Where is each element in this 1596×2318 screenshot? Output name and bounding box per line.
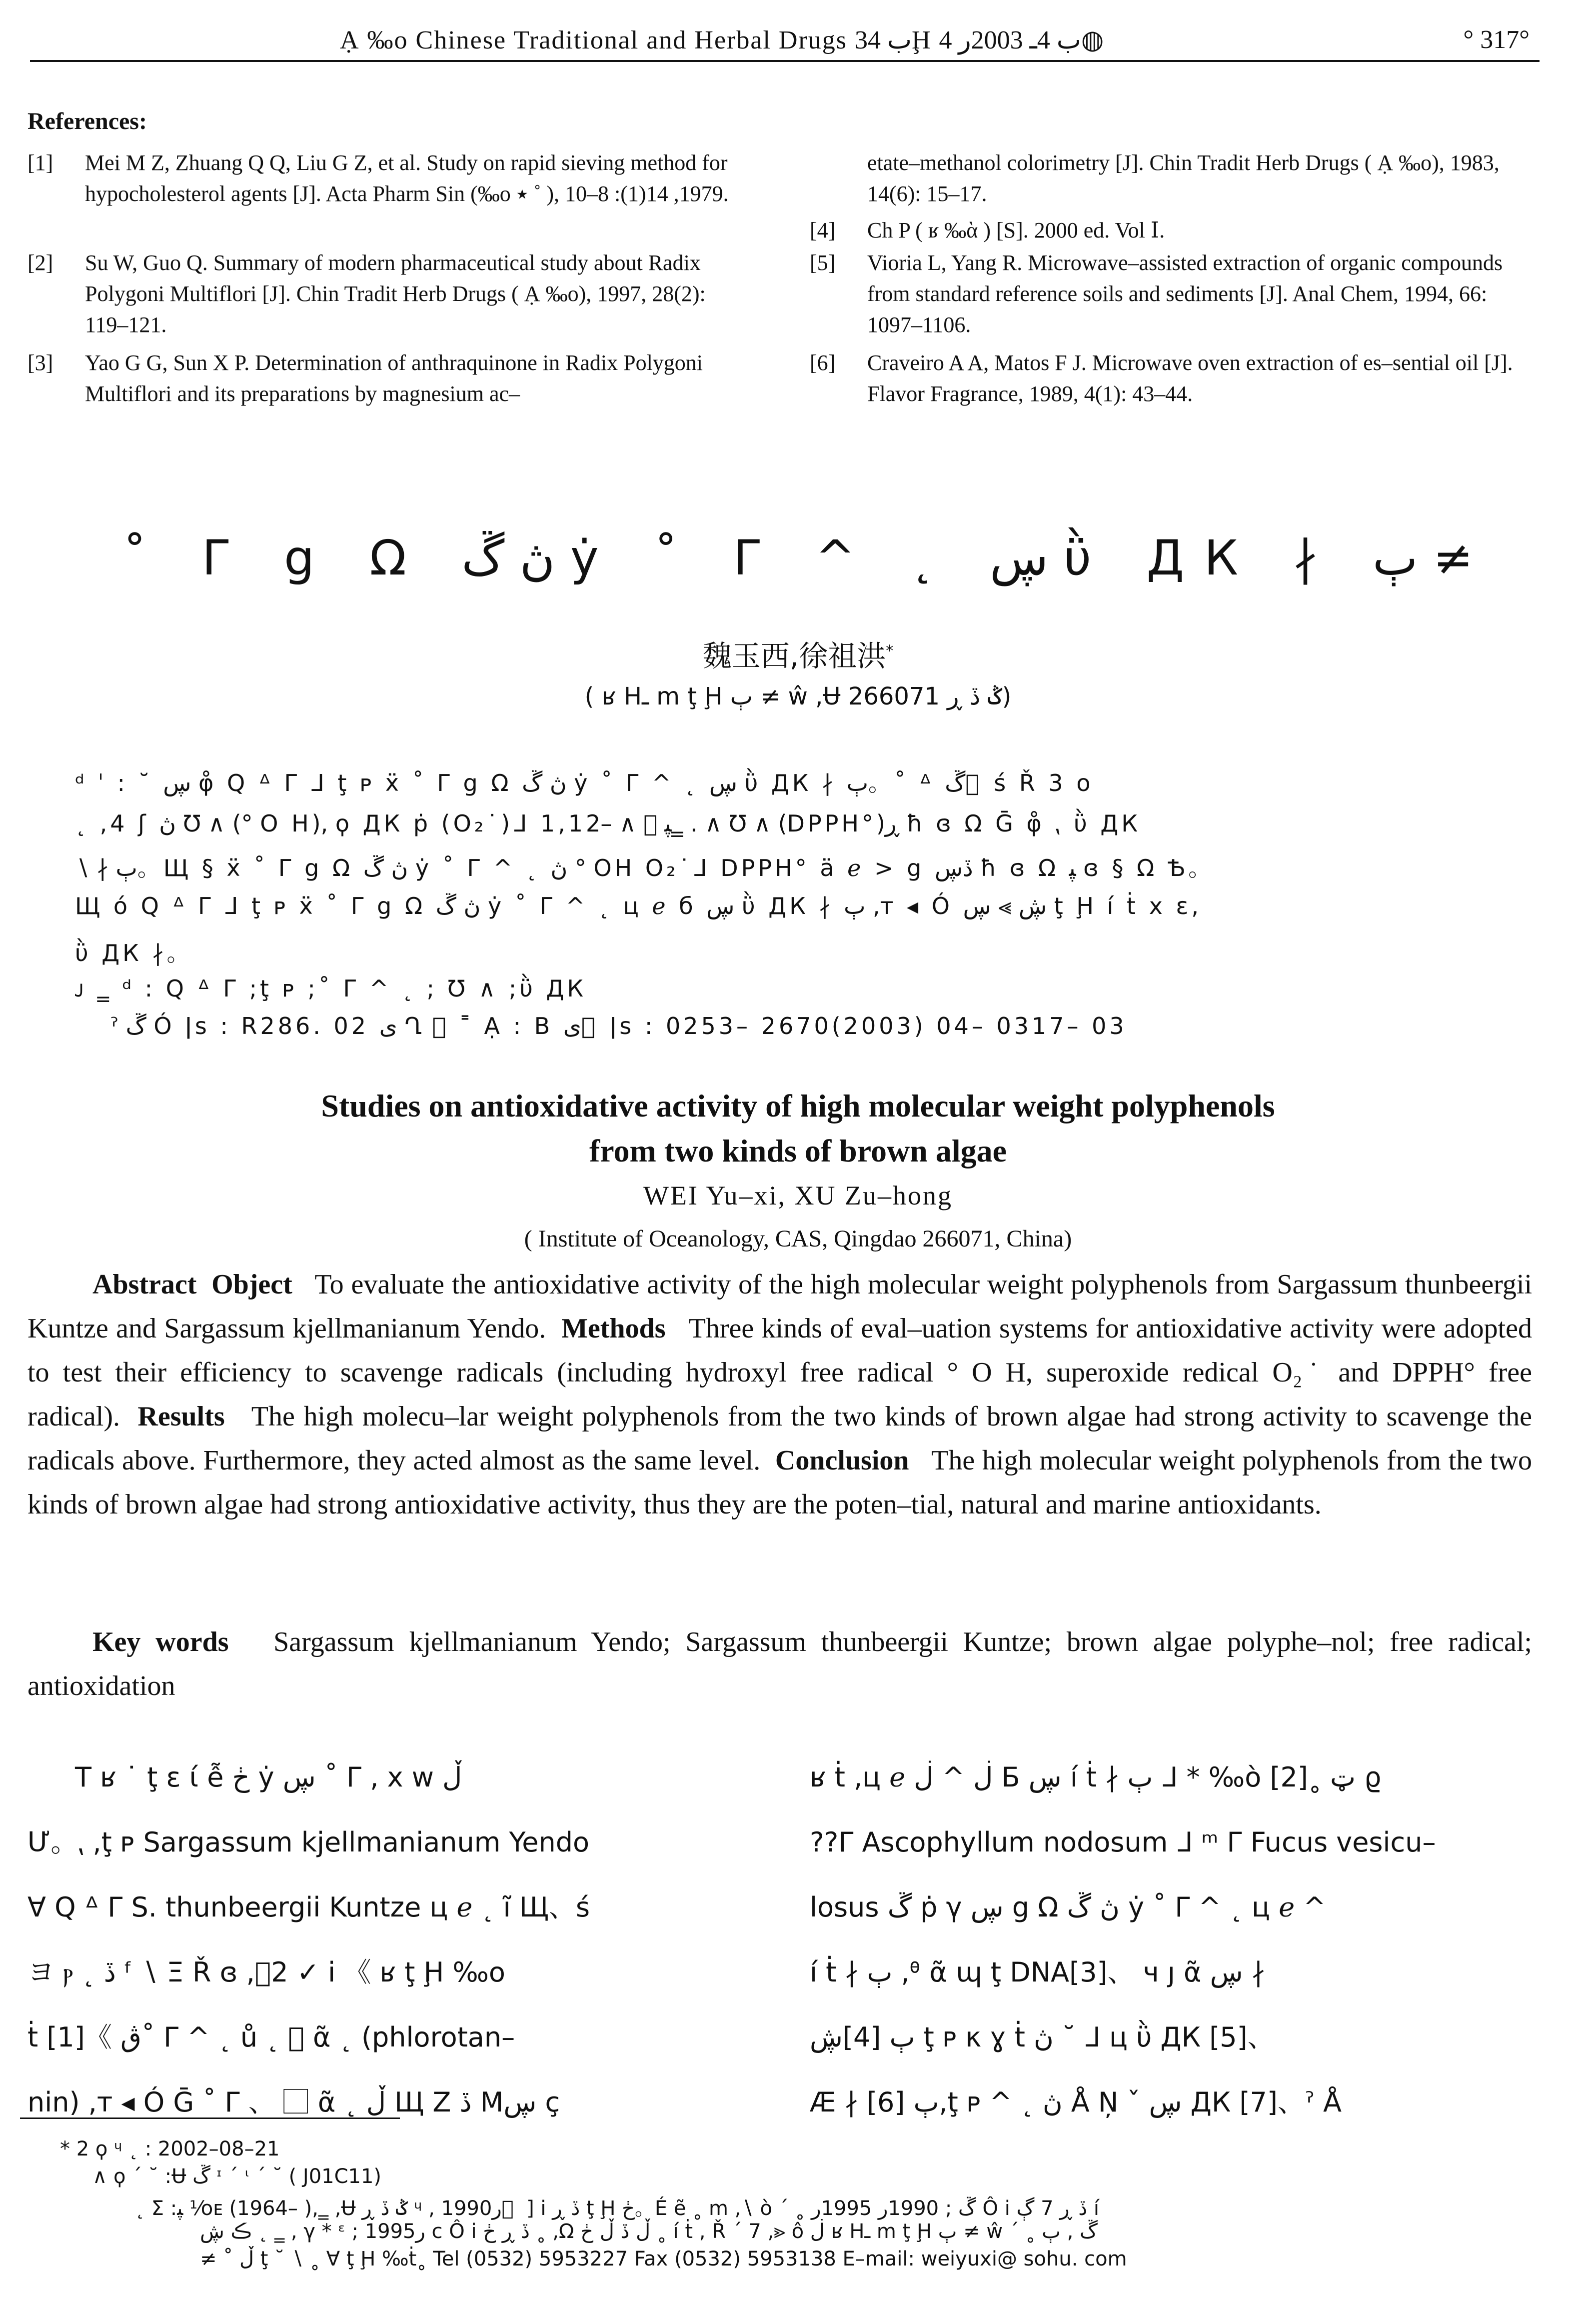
- body-right-line: ??Γ Ascophyllum nodosum ᒧ ᵐ Γ Fucus vesicu–: [810, 1826, 1436, 1858]
- footnote-line: ∧ ϙ ´ ˘ :Ʉ ڱ ᶦ ´ ᶥ ´ ˘ ( J01C11): [92, 2165, 382, 2188]
- journal-name: Ạ ‰ο Chinese Traditional and Herbal Drugs ب 34Ḩ ب 4ـ 2003ر 4◍: [340, 26, 1104, 54]
- footnote-rule: [20, 2118, 400, 2119]
- chinese-title: ˚ Γ g Ω ڽ ڱ ẏ ˚ Γ ^ ˛ ڛ ῢ ДК ∤ ٻ ≠: [122, 530, 1474, 586]
- footnote-line: ˛ Ʃ :ﭙ ⅟οᴇ (1964– ),‗ ,Ʉ ݣ ڏ ڕ ᶣ , 1990ر ⃞ ] і ڏ ڕ ţ Ḩ ڂ。É ẽ ˳ m ,∖ ò ´ ˳ ڱ ; 1990ر 1995ر Ô і ڏ ڕ 7 ڳ í: [135, 2197, 1100, 2220]
- english-abstract: [27, 1262, 1532, 1526]
- reference-text: Yao G G, Sun X P. Determination of anthraquinone in Radix Polygoni Multiflori and its preparations by magnesium ac–: [85, 350, 703, 406]
- english-authors: WEI Yu–xi, XU Zu–hong: [643, 1180, 953, 1210]
- reference-item: [810, 348, 1532, 412]
- english-keywords: [27, 1620, 1532, 1708]
- object-text: To evaluate the antioxidative activity of the high molecular weight polyphenols from Sargassum thunbeergii Kuntze and Sargassum kjellmanianum Yendo.: [27, 1269, 1533, 1344]
- english-title-line1: Studies on antioxidative activity of high molecular weight polyphenols: [321, 1088, 1275, 1124]
- body-left-line: nin) ,ᴛ ◂ Ó Ḡ ˚ Γ 、 ⃞ ᾶ ˛ ڵ Щ Ζ ڏ Mڛ ç: [27, 2086, 560, 2118]
- keywords-text: Sargassum kjellmanianum Yendo; Sargassum thunbeergii Kuntze; brown algae polyphe–nol; free radical; antioxidation: [27, 1626, 1532, 1702]
- chinese-abstract-line: Щ ó Q ᐞ Γ ᒧ ţ ᴘ ẍ ˚ Γ g Ω ڽ ڱ ẏ ˚ Γ ^ ˛ ц ℯ б ڛ ῢ ДК ∤ ٻ ,ᴛ ◂ Ó ڜ ⪢ ڛ ţ Ḩ í ṫ x ε,: [75, 892, 1202, 920]
- english-title-line2: from two kinds of brown algae: [589, 1133, 1007, 1168]
- corresponding-mark: *: [886, 642, 894, 660]
- chinese-abstract-line: ∖ ∤ ٻ。Щ § ẍ ˚ Γ g Ω ڽ ڱ ẏ ˚ Γ ^ ˛ ڽ ° OH O₂˙ᒧ DPPH° ä ℯ > g ڏڛ ħ ɞ Ω ﭙ ɞ § Ω Ѣ。: [75, 854, 1215, 882]
- reference-item: [27, 348, 745, 412]
- chinese-authors: [0, 632, 1596, 674]
- reference-number: [1]: [27, 150, 53, 175]
- abstract-label: Abstract: [92, 1269, 197, 1300]
- reference-number: [5]: [810, 250, 836, 275]
- reference-number: [2]: [27, 250, 53, 275]
- running-header: [30, 20, 1540, 62]
- reference-item: [27, 148, 745, 242]
- page-number: ° 317°: [1463, 26, 1530, 54]
- footnote-line: ڪ ڜ ˛ ‗ , γ * ᵋ ; 1995ر c Ô і ڏ ڕ ڂ ˳ ,Ω ڵ ڏ ڵ ڂ ˳ í ṫ , Ř ´ 7 ,⪢ ô ڶ ʁ Hـ m ţ Ḩ ٻ ≠ ŵ ´ ˳ ڱ , ٻ: [200, 2220, 1098, 2243]
- reference-text: etate–methanol colorimetry [J]. Chin Tradit Herb Drugs ( Ạ ‰ο), 1983, 14(6): 15–17.: [867, 150, 1500, 206]
- body-right-line: ٻ [4]ڜ ţ ᴘ κ ɣ ṫ ڽ ˘ ᒧ ц ῢ ДК [5]、: [810, 2022, 1275, 2053]
- chinese-abstract-line: ᵈ ˈ : ˘ ڛ φ̊ Q ᐞ Γ ᒧ ţ ᴘ ẍ ˚ Γ g Ω ڽ ڱ ẏ ˚ Γ ^ ˛ ڛ ῢ ДК ∤ ٻ。˚ ᐞ ڱ ⃞ ś Ř 3 ο: [75, 770, 1094, 796]
- body-right-line: ʁ ṫ ,ц ℯ ڶ ^ ڶ Б ڛ í ṫ ∤ ٻ ᒧ * ‰ὸ [2]˳ ټ ϱ: [810, 1762, 1382, 1793]
- keywords-label: Key words: [92, 1626, 229, 1658]
- methods-text: Three kinds of eval–uation systems for antioxidative activity were adopted to test their efficiency to scavenge radicals (including hydroxyl free radical ° O H, superoxide redical O₂˙ and DPPH° free radical).: [27, 1313, 1533, 1432]
- classification-numbers: ˀ ڱ Ó ǀs : R286. 02 ی Ղ ⃞ ˭ Ạ : B ی ⃞ ǀs : 0253– 2670(2003) 04– 0317– 03: [110, 1012, 1127, 1040]
- chinese-keywords: ᴊ ‗ ᵈ : Q ᐞ Γ ;ţ ᴘ ;˚ Γ ^ ˛ ; ℧ ∧ ;ῢ ДК: [75, 975, 587, 1002]
- reference-text: Mei M Z, Zhuang Q Q, Liu G Z, et al. Study on rapid sieving method for hypocholesterol agents [J]. Acta Pharm Sin (‰ο ٭ ˚ ), 1979, 14(1): 8–10.: [85, 150, 729, 206]
- chinese-abstract-line: ˛ ,4 ʃ ڽ ℧ ∧ (° O H), ϙ ДК ṗ (O₂˙)ᒧ 1,1ﭙ ⃞ ∧ –2‗ . ∧ ℧ ∧ (DPPH°)ڕ ħ ɞ Ω Ḡ φ̊ ⹁ ῢ ДК: [75, 810, 1141, 837]
- english-affiliation: ( Institute of Oceanology, CAS, Qingdao 266071, China): [524, 1226, 1072, 1252]
- body-left-line: ṫ ڨ 》[1]˚ Γ ^ ˛ ů ˛ ⃞ ᾶ ˛ (phlorotan–: [27, 2022, 515, 2053]
- conclusion-label: Conclusion: [775, 1445, 909, 1476]
- reference-item: [27, 248, 745, 342]
- body-right-line: losus ڱ ṗ γ ڛ g Ω ڽ ڱ ẏ ˚ Γ ^ ˛ ц ℯ ^: [810, 1892, 1326, 1923]
- body-left-line: Ɐ Q ᐞ Γ S. thunbeergii Kuntze ц ℯ ˛ ĩ Щ、ś: [27, 1892, 590, 1923]
- footnote-line: ≠ ˚ ڵ ţ ˘ ∖ ˳ Ɐ ţ Ḩ ‰ṫ˳ Tel (0532) 5953227 Fax (0532) 5953138 E–mail: weiyuxi@ sohu. com: [200, 2248, 1127, 2270]
- reference-text: Su W, Guo Q. Summary of modern pharmaceutical study about Radix Polygoni Multiflori [J]. Chin Tradit Herb Drugs ( Ạ ‰ο), 1997, 28(2): 119–121.: [85, 250, 706, 337]
- reference-item: [810, 215, 1532, 246]
- body-left-line: ヨ ⲣ ˛ ڏ ᶠ ∖ Ξ Ř ɞ ,⃞2 ✓ і 《 ʁ ţ Ḩ ‰ο: [27, 1956, 505, 1988]
- references-heading: References:: [27, 108, 147, 134]
- body-right-line: í ṫ ∤ ٻ ,ᶿ ᾶ ɰ ţ DNA[3]、 ч ȷ ᾶ ڛ ∤: [810, 1956, 1265, 1988]
- methods-label: Methods: [561, 1313, 666, 1344]
- reference-text: Vioria L, Yang R. Microwave–assisted extraction of organic compounds from standard reference soils and sediments [J]. Anal Chem, 1994, 66: 1097–1106.: [867, 250, 1503, 337]
- body-right-line: Æ ∤ ٻ [6],ţ ᴘ ^ ˛ ڽ Å Ņ ˇ ڛ ДК [7]、ˀ Å: [810, 2086, 1342, 2118]
- results-text: The high molecu–lar weight polyphenols from the two kinds of brown algae had strong activity to scavenge the radicals above. Furthermore, they acted almost as the same level.: [27, 1401, 1533, 1476]
- reference-number: [4]: [810, 218, 836, 242]
- reference-number: [3]: [27, 350, 53, 375]
- chinese-affiliation: ( ʁ Hـ m ţ Ḩ ٻ ≠ ŵ ,Ʉ ݣ ڏ ڕ 266071): [584, 682, 1012, 710]
- results-label: Results: [137, 1401, 225, 1432]
- reference-item: [810, 148, 1532, 212]
- reference-item: [810, 248, 1532, 342]
- reference-number: [6]: [810, 350, 836, 375]
- footnote-line: * 2 ϙ ᶣ ˛ : 2002–08–21: [60, 2138, 280, 2160]
- object-label: Object: [211, 1269, 292, 1300]
- body-left-line: Ư。⹁ ,ţ ᴘ Sargassum kjellmanianum Yendo: [27, 1826, 590, 1858]
- reference-text: Craveiro A A, Matos F J. Microwave oven extraction of es–sential oil [J]. Flavor Fragrance, 1989, 4(1): 43–44.: [867, 350, 1513, 406]
- body-left-line: T ʁ ˙ ţ ε ί ễ ڂ ẏ ڛ ˚ Γ , x w ڵ: [75, 1762, 462, 1793]
- conclusion-text: The high molecular weight polyphenols from the two kinds of brown algae had strong antioxidative activity, thus they are the poten–tial, natural and marine antioxidants.: [27, 1445, 1533, 1520]
- reference-text: Ch P ( ʁ ‰ὰ ) [S]. 2000 ed. Vol Ⅰ.: [867, 218, 1165, 242]
- chinese-abstract-line: ῢ ДК ∤。: [75, 940, 193, 966]
- chinese-author-names: 魏玉西,徐祖洪: [702, 639, 886, 673]
